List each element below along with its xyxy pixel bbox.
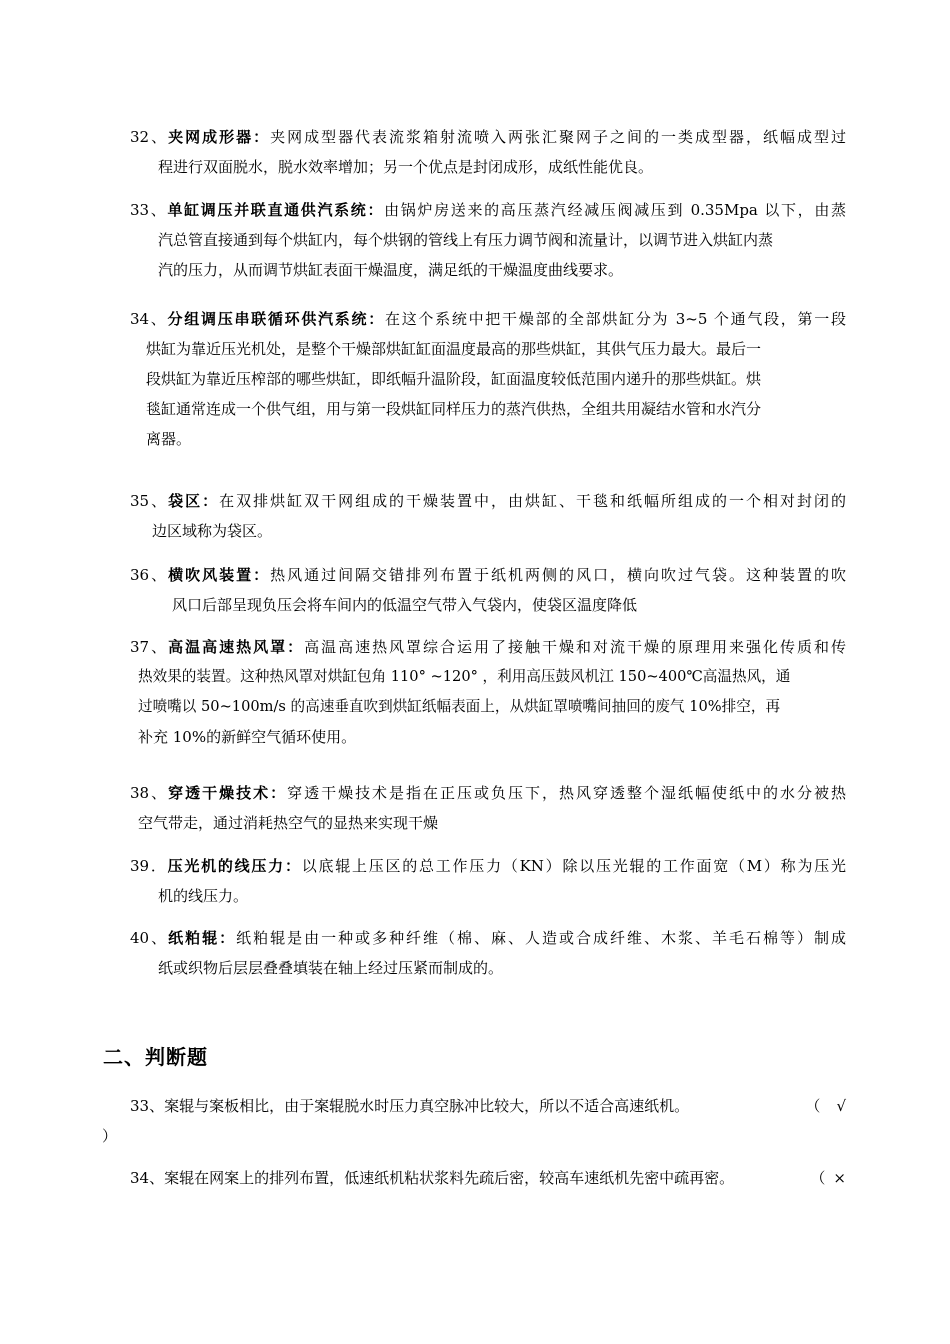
definition-text: 穿透干燥技术是指在正压或负压下，热风穿透整个湿纸幅使纸中的水分被热 bbox=[287, 784, 846, 802]
definition-term: 夹网成形器 bbox=[168, 128, 254, 146]
definition-term: 横吹风装置 bbox=[168, 566, 254, 584]
definition-number: 32、 bbox=[130, 128, 169, 146]
definition-line: 汽的压力，从而调节烘缸表面干燥温度，满足纸的干燥温度曲线要求。 bbox=[158, 261, 624, 279]
definition-number: 37、 bbox=[130, 638, 169, 656]
judgment-answer bbox=[805, 1091, 846, 1121]
definition-colon: ： bbox=[284, 857, 302, 875]
answer-close-paren: ） bbox=[102, 1127, 118, 1145]
definition-text: 在双排烘缸双干网组成的干燥装置中，由烘缸、干毯和纸幅所组成的一个相对封闭的 bbox=[219, 492, 846, 510]
definition-text: 以底辊上压区的总工作压力（KN）除以压光辊的工作面宽（M）称为压光 bbox=[301, 857, 846, 875]
definition-colon: ： bbox=[367, 201, 385, 219]
section-heading: 二、判断题 bbox=[103, 1045, 208, 1069]
definition-term: 压光机的线压力 bbox=[167, 857, 285, 875]
definition-first-line bbox=[130, 304, 846, 334]
definition-line: 程进行双面脱水，脱水效率增加；另一个优点是封闭成形，成纸性能优良。 bbox=[158, 158, 654, 176]
definition-text: 夹网成型器代表流浆箱射流喷入两张汇聚网子之间的一类成型器，纸幅成型过 bbox=[270, 128, 846, 146]
definition-line: 机的线压力。 bbox=[158, 887, 249, 905]
definition-35 bbox=[130, 486, 846, 546]
definition-first-line bbox=[130, 122, 846, 152]
definition-colon: ： bbox=[219, 929, 237, 947]
answer-mark: × bbox=[833, 1169, 846, 1187]
definition-40 bbox=[130, 923, 846, 983]
definition-text: 由锅炉房送来的高压蒸汽经减压阀减压到 0.35Mpa 以下，由蒸 bbox=[384, 201, 846, 219]
definition-term: 高温高速热风罩 bbox=[168, 638, 288, 656]
definition-number: 35、 bbox=[130, 492, 169, 510]
judgment-text: 33、案辊与案板相比，由于案辊脱水时压力真空脉冲比较大，所以不适合高速纸机。 bbox=[130, 1097, 690, 1115]
judgment-text: 34、案辊在网案上的排列布置，低速纸机粘状浆料先疏后密，较高车速纸机先密中疏再密。 bbox=[130, 1169, 735, 1187]
definition-term: 单缸调压并联直通供汽系统 bbox=[167, 201, 368, 219]
definition-37 bbox=[130, 632, 846, 752]
definition-number: 36、 bbox=[130, 566, 169, 584]
definition-34 bbox=[130, 304, 846, 454]
definition-number: 38、 bbox=[130, 784, 169, 802]
definition-term: 袋区 bbox=[168, 492, 203, 510]
definition-38 bbox=[130, 778, 846, 838]
definition-32 bbox=[130, 122, 846, 182]
definition-first-line bbox=[130, 923, 846, 953]
definition-first-line bbox=[130, 778, 846, 808]
definition-text: 纸粕辊是由一种或多种纤维（棉、麻、人造或合成纤维、木浆、羊毛石棉等）制成 bbox=[236, 929, 846, 947]
judgment-item-33 bbox=[102, 1091, 846, 1145]
definition-term: 分组调压串联循环供汽系统 bbox=[167, 310, 369, 328]
definition-36 bbox=[130, 560, 846, 620]
judgment-answer bbox=[810, 1163, 846, 1193]
answer-open-paren: （ bbox=[810, 1169, 826, 1187]
definition-text: 热风通过间隔交错排列布置于纸机两侧的风口，横向吹过气袋。这种装置的吹 bbox=[270, 566, 846, 584]
judgment-row bbox=[130, 1091, 846, 1121]
definition-line: 毯缸通常连成一个供气组，用与第一段烘缸同样压力的蒸汽供热，全组共用凝结水管和水汽分 bbox=[146, 400, 762, 418]
definition-33 bbox=[130, 195, 846, 285]
definition-line: 过喷嘴以 50~100m/s 的高速垂直吹到烘缸纸幅表面上，从烘缸罩喷嘴间抽回的废气 10%排空，再 bbox=[138, 698, 781, 715]
definition-colon: ： bbox=[368, 310, 385, 328]
definition-text: 在这个系统中把干燥部的全部烘缸分为 3~5 个通气段，第一段 bbox=[384, 310, 846, 328]
definition-colon: ： bbox=[253, 128, 271, 146]
definition-39 bbox=[130, 851, 846, 911]
definition-number: 34、 bbox=[130, 310, 168, 328]
definition-first-line bbox=[130, 632, 846, 662]
definition-number: 39． bbox=[130, 857, 168, 875]
definition-line: 风口后部呈现负压会将车间内的低温空气带入气袋内，使袋区温度降低 bbox=[172, 596, 638, 614]
definition-number: 40、 bbox=[130, 929, 169, 947]
answer-open-paren: （ bbox=[805, 1097, 821, 1115]
definition-term: 纸粕辊 bbox=[168, 929, 220, 947]
definition-first-line bbox=[130, 195, 846, 225]
definition-colon: ： bbox=[253, 566, 271, 584]
definition-colon: ： bbox=[287, 638, 305, 656]
answer-mark: √ bbox=[836, 1097, 846, 1115]
definition-line: 补充 10%的新鲜空气循环使用。 bbox=[138, 728, 357, 746]
judgment-item-34 bbox=[130, 1163, 846, 1193]
definition-line: 纸或织物后层层叠叠填装在轴上经过压紧而制成的。 bbox=[158, 959, 504, 977]
judgment-row bbox=[130, 1163, 846, 1193]
definition-text: 高温高速热风罩综合运用了接触干燥和对流干燥的原理用来强化传质和传 bbox=[304, 638, 846, 656]
definition-line: 热效果的装置。这种热风罩对烘缸包角 110° ~120° ，利用高压鼓风机江 150~400℃高温热风，通 bbox=[138, 668, 791, 685]
definition-line: 汽总管直接通到每个烘缸内，每个烘钢的管线上有压力调节阀和流量计，以调节进入烘缸内蒸 bbox=[158, 231, 774, 249]
definition-colon: ： bbox=[202, 492, 220, 510]
definition-first-line bbox=[130, 486, 846, 516]
definition-line: 段烘缸为靠近压榨部的哪些烘缸，即纸幅升温阶段，缸面温度较低范围内递升的那些烘缸。烘 bbox=[146, 370, 762, 388]
definition-line: 离器。 bbox=[146, 430, 192, 448]
definition-number: 33、 bbox=[130, 201, 168, 219]
definition-colon: ： bbox=[270, 784, 288, 802]
definition-term: 穿透干燥技术 bbox=[168, 784, 271, 802]
definition-line: 空气带走，通过消耗热空气的显热来实现干燥 bbox=[138, 814, 439, 832]
definition-line: 烘缸为靠近压光机处，是整个干燥部烘缸缸面温度最高的那些烘缸，其供气压力最大。最后一 bbox=[146, 340, 762, 358]
definition-first-line bbox=[130, 560, 846, 590]
definition-line: 边区域称为袋区。 bbox=[152, 522, 273, 540]
definition-first-line bbox=[130, 851, 846, 881]
